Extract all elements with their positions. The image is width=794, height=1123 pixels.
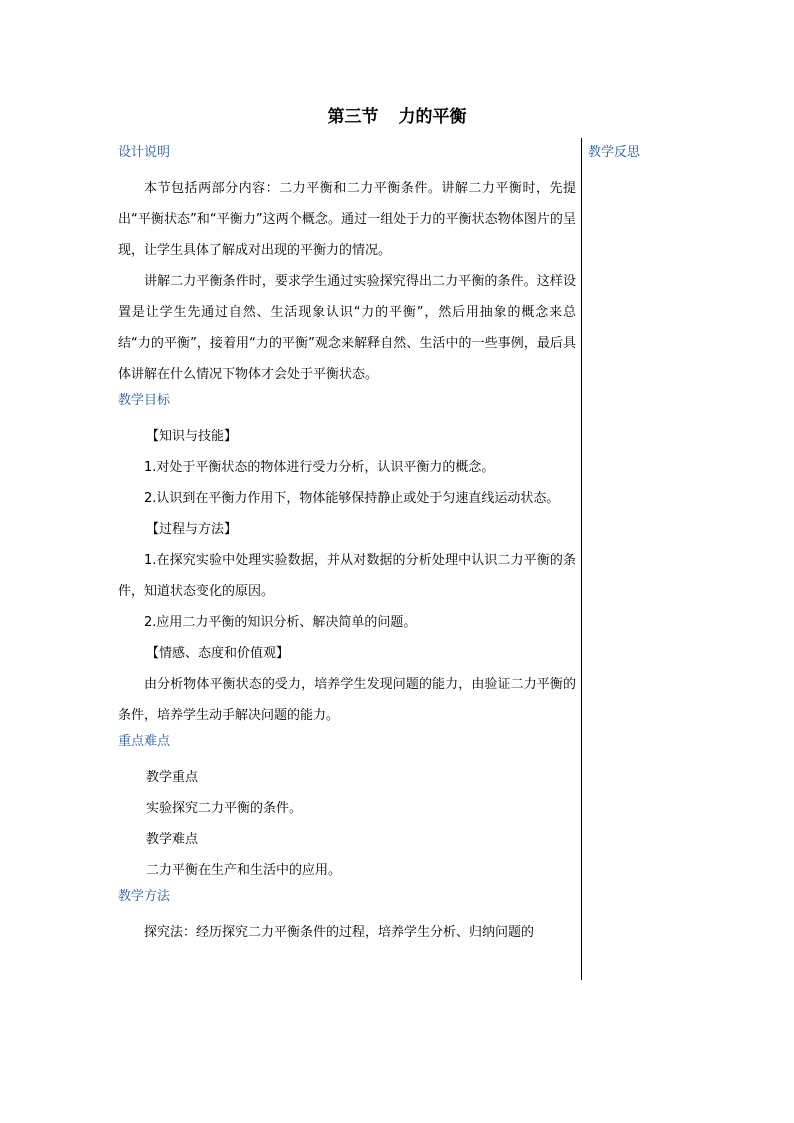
reflection-heading: 教学反思	[588, 145, 641, 160]
difficulty-label: 教学难点	[146, 832, 199, 847]
process-heading: 【过程与方法】	[146, 522, 238, 537]
emotion-item-1: 由分析物体平衡状态的受力，培养学生发现问题的能力，由验证二力平衡的条件，培养学生动手解决问题的能力。	[118, 677, 576, 723]
focus-text: 实验探究二力平衡的条件。	[146, 801, 303, 816]
emotion-heading: 【情感、态度和价值观】	[146, 646, 290, 661]
page-title	[0, 104, 794, 130]
methods-paragraph-1: 探究法：经历探究二力平衡条件的过程，培养学生分析、归纳问题的	[144, 925, 535, 940]
section-title: 力的平衡	[398, 107, 467, 127]
process-item-2: 2.应用二力平衡的知识分析、解决简单的问题。	[144, 615, 417, 630]
goals-heading: 教学目标	[118, 393, 171, 408]
column-divider	[581, 138, 582, 980]
methods-heading: 教学方法	[118, 889, 171, 904]
knowledge-heading: 【知识与技能】	[146, 429, 238, 444]
main-column	[118, 142, 576, 948]
difficulty-text: 二力平衡在生产和生活中的应用。	[146, 863, 342, 878]
focus-label: 教学重点	[146, 770, 199, 785]
design-paragraph-2: 讲解二力平衡条件时，要求学生通过实验探究得出二力平衡的条件。这样设置是让学生先通过自然、生活现象认识“力的平衡”，然后用抽象的概念来总结“力的平衡”，接着用“力的平衡”观念来解释自然、生活中的一些事例，最后具体讲解在什么情况下物体才会处于平衡状态。	[118, 274, 576, 382]
section-number: 第三节	[327, 107, 379, 127]
knowledge-item-1: 1.对处于平衡状态的物体进行受力分析，认识平衡力的概念。	[144, 460, 495, 475]
design-heading: 设计说明	[118, 145, 171, 160]
knowledge-item-2: 2.认识到在平衡力作用下，物体能够保持静止或处于匀速直线运动状态。	[144, 491, 560, 506]
keypoints-heading: 重点难点	[118, 734, 171, 749]
process-item-1: 1.在探究实验中处理实验数据，并从对数据的分析处理中认识二力平衡的条件，知道状态变化的原因。	[118, 553, 576, 599]
design-paragraph-1: 本节包括两部分内容：二力平衡和二力平衡条件。讲解二力平衡时，先提出“平衡状态”和“平衡力”这两个概念。通过一组处于力的平衡状态物体图片的呈现，让学生具体了解成对出现的平衡力的情况。	[118, 181, 576, 258]
